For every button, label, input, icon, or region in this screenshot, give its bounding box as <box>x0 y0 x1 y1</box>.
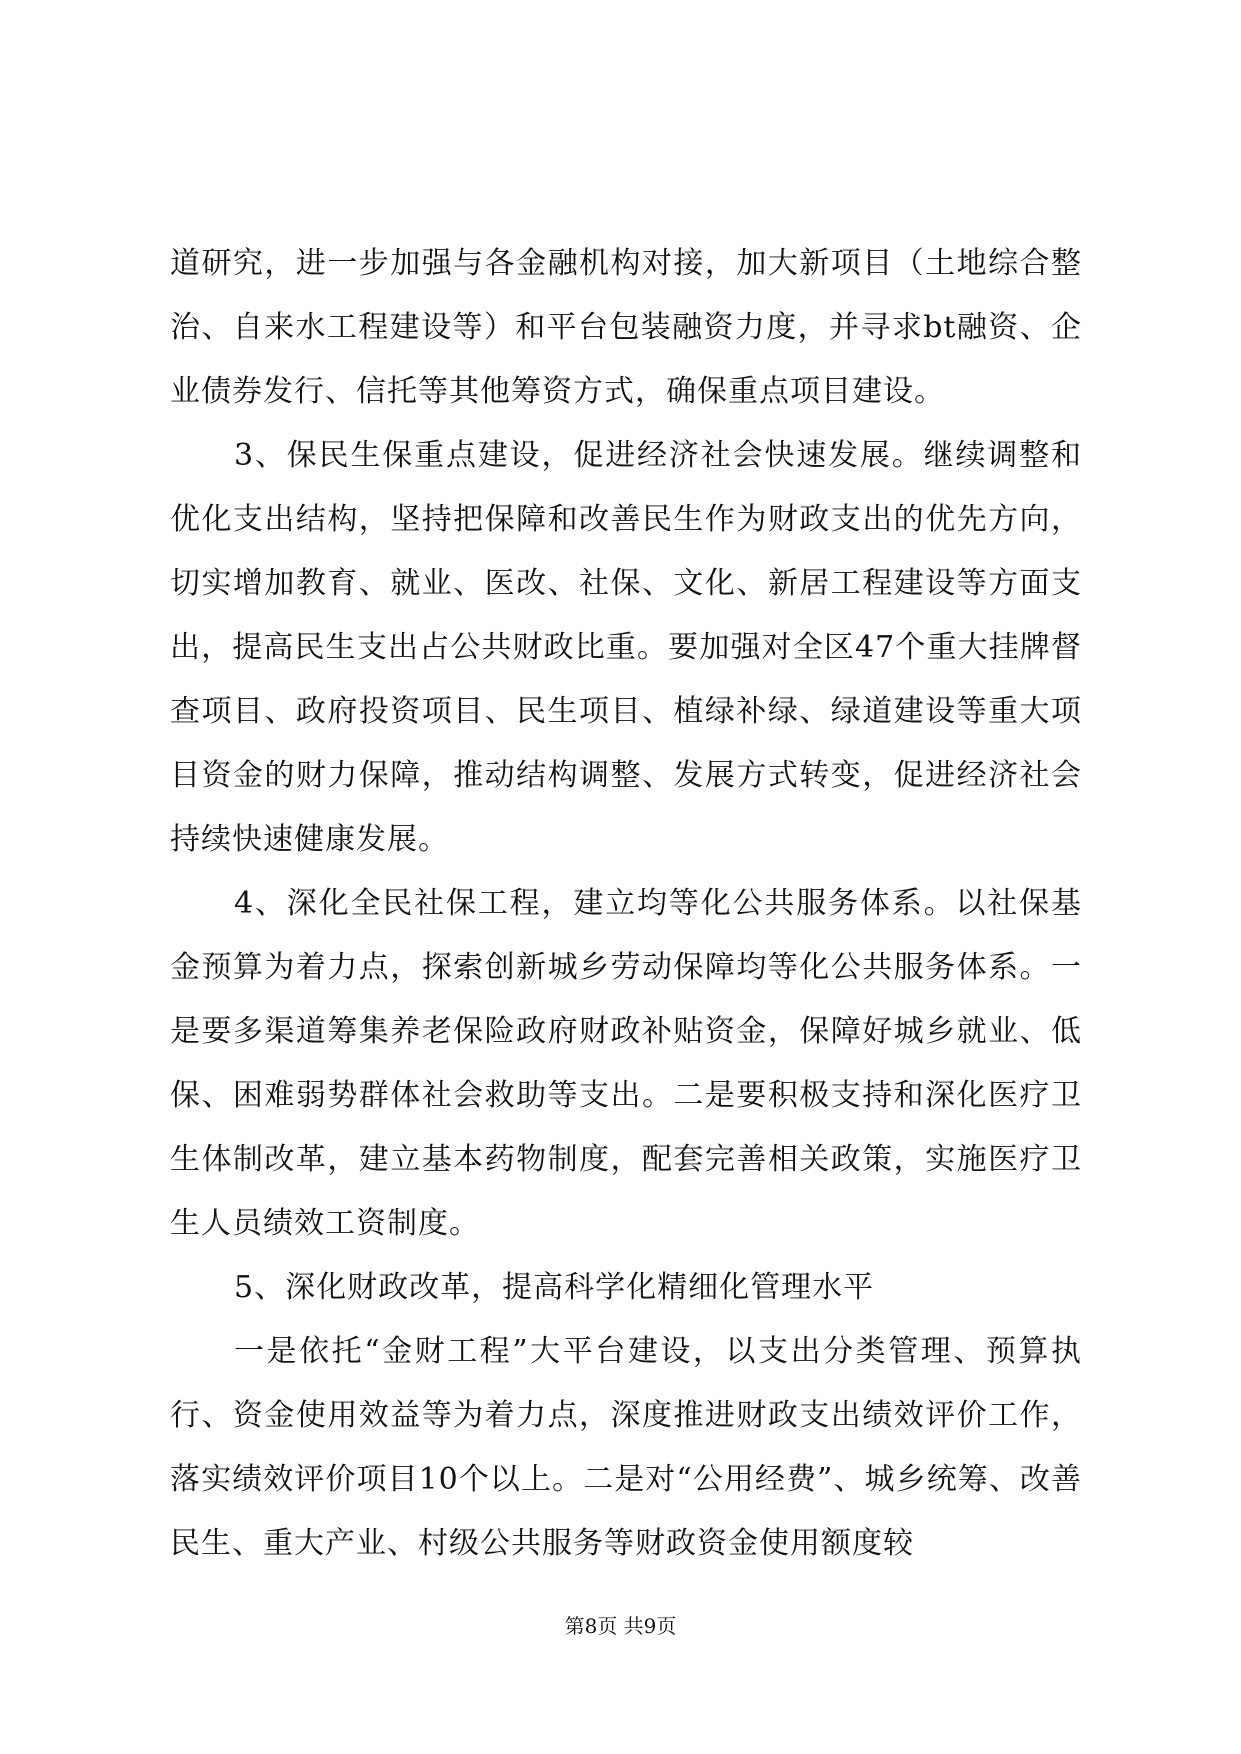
paragraph-1: 道研究，进一步加强与各金融机构对接，加大新项目（土地综合整治、自来水工程建设等）和平台包装融资力度，并寻求bt融资、企业债券发行、信托等其他筹资方式，确保重点项目建设。 <box>170 246 1082 409</box>
paragraph-4: 5、深化财政改革，提高科学化精细化管理水平 <box>234 1270 875 1305</box>
paragraph-5: 一是依托“金财工程”大平台建设，以支出分类管理、预算执行、资金使用效益等为着力点，深度推进财政支出绩效评价工作，落实绩效评价项目10个以上。二是对“公用经费”、城乡统筹、改善民生、重大产业、村级公共服务等财政资金使用额度较 <box>170 1334 1082 1561</box>
page-number-footer: 第8页 共9页 <box>564 1614 677 1638</box>
paragraph-3: 4、深化全民社保工程，建立均等化公共服务体系。以社保基金预算为着力点，探索创新城乡劳动保障均等化公共服务体系。一是要多渠道筹集养老保险政府财政补贴资金，保障好城乡就业、低保、困难弱势群体社会救助等支出。二是要积极支持和深化医疗卫生体制改革，建立基本药物制度，配套完善相关政策，实施医疗卫生人员绩效工资制度。 <box>170 886 1082 1241</box>
paragraph-2: 3、保民生保重点建设，促进经济社会快速发展。继续调整和优化支出结构，坚持把保障和改善民生作为财政支出的优先方向，切实增加教育、就业、医改、社保、文化、新居工程建设等方面支出，提高民生支出占公共财政比重。要加强对全区47个重大挂牌督查项目、政府投资项目、民生项目、植绿补绿、绿道建设等重大项目资金的财力保障，推动结构调整、发展方式转变，促进经济社会持续快速健康发展。 <box>170 438 1082 857</box>
document-body <box>170 232 1082 1576</box>
